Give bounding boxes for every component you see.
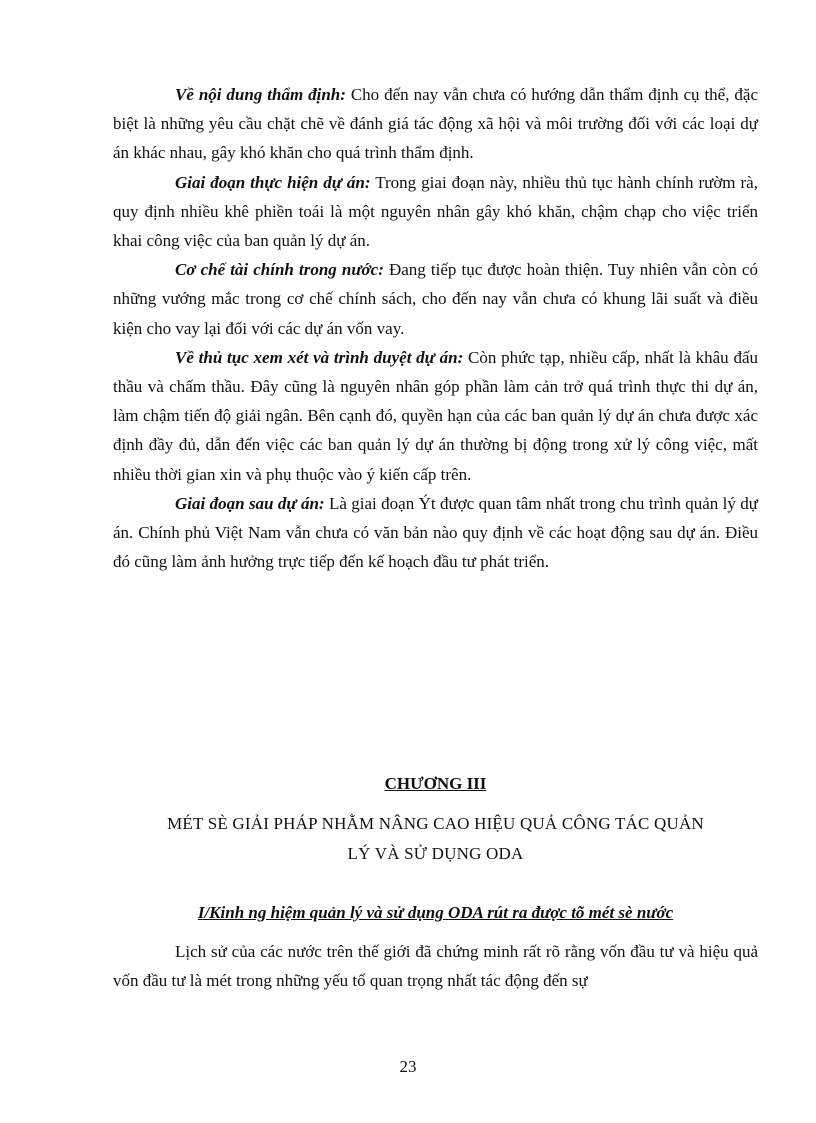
paragraph-appraisal-content [113, 80, 758, 168]
paragraph-lead: Về nội dung thẩm định: [175, 85, 346, 104]
paragraph-text: Cho đến nay vẫn chưa có hướng dẫn thẩm định cụ thể, đặc biệt là những yêu cầu chặt chẽ về đánh giá tác động xã hội và môi trường đối với các loại dự án khác nhau, gây khó khăn cho quá trình thẩm định. [113, 85, 758, 163]
paragraph-text: Là giai đoạn Ýt được quan tâm nhất trong chu trình quản lý dự án. Chính phủ Việt Nam vẫn chưa có văn bản nào quy định về các hoạt động sau dự án. Điều đó cũng làm ảnh hưởng trực tiếp đến kế hoạch đầu tư phát triển. [113, 493, 758, 572]
chapter-title-line: LÝ VÀ SỬ DỤNG ODA [347, 843, 524, 863]
paragraph-post-project-stage [113, 489, 758, 577]
section-paragraph: Lịch sử của các nước trên thế giới đã chứng minh rất rõ rằng vốn đầu tư và hiệu quả vốn đầu tư là mét trong những yếu tố quan trọng nhất tác động đến sự [113, 942, 758, 991]
section-heading: I/Kinh ng hiệm quản lý và sử dụng ODA rút ra được tõ mét sè nước [197, 903, 674, 922]
chapter-number: CHƯƠNG III [384, 774, 487, 793]
paragraph-lead: Về thủ tục xem xét và trình duyệt dự án: [175, 347, 464, 367]
paragraph-approval-procedure [113, 343, 758, 489]
page-number: 23 [399, 1057, 417, 1076]
paragraph-lead: Cơ chế tài chính trong nước: [175, 260, 384, 280]
chapter-title-line: MÉT SÈ GIẢI PHÁP NHẰM NÂNG CAO HIỆU QUẢ CÔNG TÁC QUẢN [167, 814, 704, 833]
paragraph-lead: Giai đoạn sau dự án: [175, 493, 325, 513]
body-text [113, 80, 758, 576]
chapter-title [113, 809, 758, 868]
paragraph-lead: Giai đoạn thực hiện dự án: [175, 172, 371, 192]
paragraph-financial-mechanism [113, 255, 758, 343]
paragraph-implementation-stage [113, 168, 758, 256]
paragraph-text: Còn phức tạp, nhiều cấp, nhất là khâu đấu thầu và chấm thầu. Đây cũng là nguyên nhân góp phần làm cản trở quá trình thực thi dự án, làm chậm tiến độ giải ngân. Bên cạnh đó, quyền hạn của các ban quản lý dự án chưa được xác định đầy đủ, dẫn đến việc các ban quản lý dự án thường bị động trong xử lý công việc, mất nhiều thời gian xin và phụ thuộc vào ý kiến cấp trên. [113, 347, 758, 484]
paragraph-text: Đang tiếp tục được hoàn thiện. Tuy nhiên vẫn còn có những vướng mắc trong cơ chế chính sách, cho đến nay vẫn chưa có khung lãi suất và điều kiện cho vay lại đối với các dự án vốn vay. [113, 260, 758, 338]
paragraph-text: Trong giai đoạn này, nhiều thủ tục hành chính rườm rà, quy định nhiều khê phiền toái là một nguyên nhân gây khó khăn, chậm chạp cho việc triển khai công việc của ban quản lý dự án. [113, 172, 758, 251]
